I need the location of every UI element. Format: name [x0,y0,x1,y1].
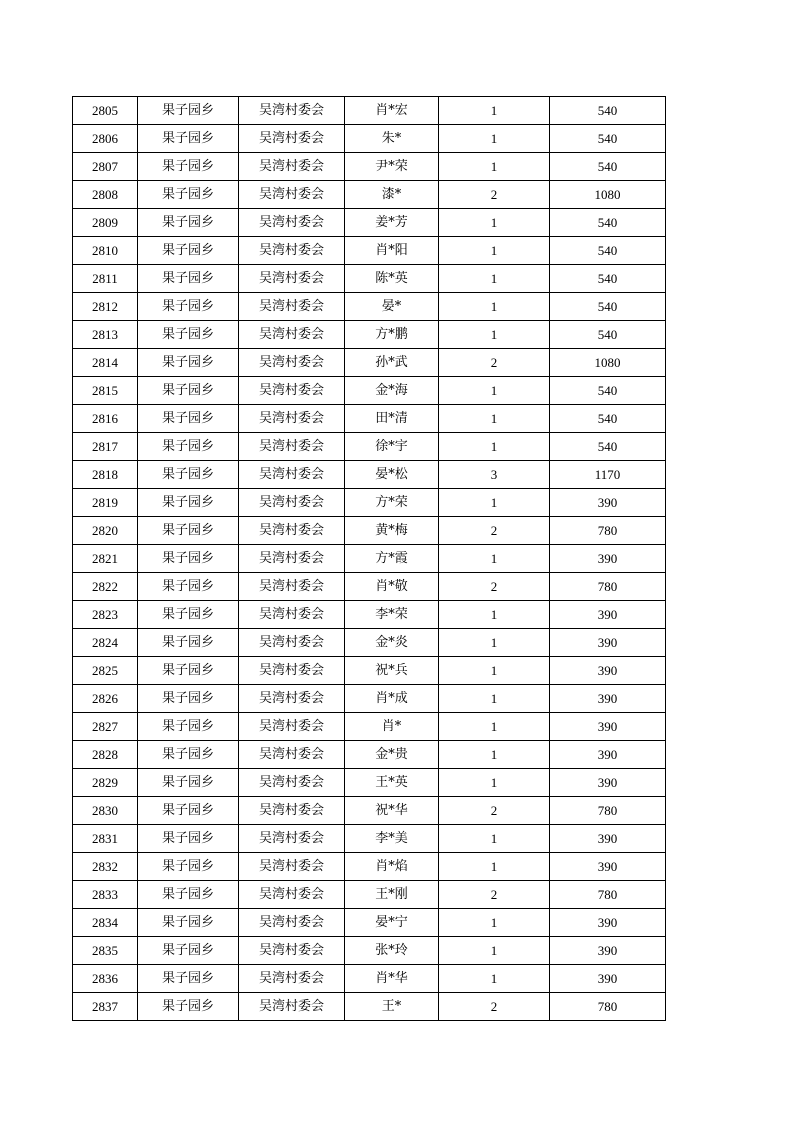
cell-id: 2822 [73,573,138,601]
cell-id: 2808 [73,181,138,209]
cell-id: 2817 [73,433,138,461]
cell-township: 果子园乡 [138,321,239,349]
cell-name: 孙*武 [345,349,439,377]
cell-amount: 390 [550,741,666,769]
table-row [73,265,666,293]
cell-count: 1 [439,769,550,797]
cell-amount: 390 [550,657,666,685]
table-row [73,349,666,377]
table-row [73,209,666,237]
cell-name: 漆* [345,181,439,209]
cell-id: 2825 [73,657,138,685]
table-row [73,237,666,265]
cell-village: 吴湾村委会 [239,405,345,433]
table-row [73,433,666,461]
cell-count: 1 [439,293,550,321]
cell-count: 1 [439,237,550,265]
cell-village: 吴湾村委会 [239,993,345,1021]
cell-amount: 390 [550,769,666,797]
cell-name: 李*美 [345,825,439,853]
cell-township: 果子园乡 [138,97,239,125]
cell-village: 吴湾村委会 [239,181,345,209]
table-row [73,293,666,321]
cell-village: 吴湾村委会 [239,601,345,629]
cell-count: 2 [439,517,550,545]
cell-amount: 540 [550,433,666,461]
table-row [73,461,666,489]
cell-count: 2 [439,181,550,209]
cell-village: 吴湾村委会 [239,741,345,769]
cell-township: 果子园乡 [138,461,239,489]
cell-name: 朱* [345,125,439,153]
cell-amount: 540 [550,405,666,433]
cell-village: 吴湾村委会 [239,937,345,965]
table-row [73,853,666,881]
cell-village: 吴湾村委会 [239,713,345,741]
cell-count: 1 [439,937,550,965]
cell-amount: 780 [550,881,666,909]
cell-name: 晏*松 [345,461,439,489]
cell-id: 2805 [73,97,138,125]
cell-count: 1 [439,265,550,293]
cell-count: 2 [439,573,550,601]
table-row [73,713,666,741]
cell-amount: 780 [550,993,666,1021]
cell-village: 吴湾村委会 [239,881,345,909]
cell-name: 方*荣 [345,489,439,517]
cell-township: 果子园乡 [138,601,239,629]
cell-township: 果子园乡 [138,209,239,237]
cell-township: 果子园乡 [138,657,239,685]
cell-count: 1 [439,97,550,125]
cell-name: 金*炎 [345,629,439,657]
cell-village: 吴湾村委会 [239,629,345,657]
cell-name: 肖*华 [345,965,439,993]
cell-township: 果子园乡 [138,265,239,293]
cell-id: 2837 [73,993,138,1021]
cell-name: 王*刚 [345,881,439,909]
cell-count: 1 [439,433,550,461]
cell-id: 2818 [73,461,138,489]
table-row [73,685,666,713]
cell-village: 吴湾村委会 [239,377,345,405]
cell-township: 果子园乡 [138,909,239,937]
cell-id: 2835 [73,937,138,965]
cell-id: 2821 [73,545,138,573]
cell-name: 祝*华 [345,797,439,825]
table-row [73,937,666,965]
cell-amount: 390 [550,853,666,881]
cell-township: 果子园乡 [138,769,239,797]
table-row [73,965,666,993]
cell-id: 2827 [73,713,138,741]
cell-township: 果子园乡 [138,181,239,209]
cell-count: 1 [439,601,550,629]
cell-village: 吴湾村委会 [239,321,345,349]
table-row [73,489,666,517]
cell-township: 果子园乡 [138,797,239,825]
cell-township: 果子园乡 [138,993,239,1021]
cell-township: 果子园乡 [138,881,239,909]
cell-amount: 780 [550,517,666,545]
cell-count: 1 [439,713,550,741]
cell-count: 2 [439,797,550,825]
table-row [73,797,666,825]
cell-id: 2826 [73,685,138,713]
cell-village: 吴湾村委会 [239,657,345,685]
cell-village: 吴湾村委会 [239,965,345,993]
cell-id: 2832 [73,853,138,881]
cell-amount: 390 [550,629,666,657]
table-row [73,321,666,349]
cell-village: 吴湾村委会 [239,349,345,377]
cell-amount: 390 [550,685,666,713]
cell-name: 张*玲 [345,937,439,965]
cell-amount: 390 [550,909,666,937]
cell-name: 陈*英 [345,265,439,293]
cell-count: 1 [439,489,550,517]
cell-village: 吴湾村委会 [239,853,345,881]
cell-amount: 390 [550,545,666,573]
table-row [73,517,666,545]
cell-township: 果子园乡 [138,545,239,573]
cell-village: 吴湾村委会 [239,125,345,153]
table-row [73,181,666,209]
cell-amount: 390 [550,965,666,993]
table-row [73,573,666,601]
cell-name: 徐*宇 [345,433,439,461]
table-row [73,909,666,937]
cell-count: 1 [439,209,550,237]
cell-amount: 1170 [550,461,666,489]
cell-id: 2830 [73,797,138,825]
cell-name: 金*贵 [345,741,439,769]
cell-township: 果子园乡 [138,405,239,433]
cell-amount: 390 [550,601,666,629]
cell-name: 方*霞 [345,545,439,573]
cell-count: 1 [439,741,550,769]
cell-village: 吴湾村委会 [239,461,345,489]
table-row [73,769,666,797]
cell-village: 吴湾村委会 [239,265,345,293]
cell-township: 果子园乡 [138,489,239,517]
table-row [73,629,666,657]
table-row [73,741,666,769]
table-row [73,405,666,433]
cell-count: 1 [439,321,550,349]
cell-amount: 540 [550,293,666,321]
cell-count: 1 [439,545,550,573]
cell-amount: 1080 [550,181,666,209]
cell-amount: 390 [550,713,666,741]
table-row [73,153,666,181]
cell-count: 1 [439,685,550,713]
cell-village: 吴湾村委会 [239,825,345,853]
cell-name: 田*清 [345,405,439,433]
cell-township: 果子园乡 [138,573,239,601]
cell-name: 黄*梅 [345,517,439,545]
data-table [72,96,666,1021]
cell-name: 肖*阳 [345,237,439,265]
table-row [73,545,666,573]
cell-id: 2807 [73,153,138,181]
cell-id: 2833 [73,881,138,909]
cell-township: 果子园乡 [138,965,239,993]
table-row [73,377,666,405]
cell-name: 肖*宏 [345,97,439,125]
cell-village: 吴湾村委会 [239,433,345,461]
cell-id: 2815 [73,377,138,405]
cell-count: 3 [439,461,550,489]
cell-id: 2828 [73,741,138,769]
cell-township: 果子园乡 [138,237,239,265]
cell-village: 吴湾村委会 [239,797,345,825]
cell-count: 2 [439,881,550,909]
cell-township: 果子园乡 [138,377,239,405]
cell-village: 吴湾村委会 [239,97,345,125]
cell-count: 2 [439,349,550,377]
cell-id: 2806 [73,125,138,153]
cell-amount: 390 [550,937,666,965]
cell-name: 祝*兵 [345,657,439,685]
cell-township: 果子园乡 [138,433,239,461]
cell-village: 吴湾村委会 [239,909,345,937]
cell-name: 李*荣 [345,601,439,629]
cell-name: 金*海 [345,377,439,405]
cell-township: 果子园乡 [138,153,239,181]
cell-count: 1 [439,825,550,853]
cell-amount: 540 [550,97,666,125]
cell-id: 2829 [73,769,138,797]
cell-village: 吴湾村委会 [239,545,345,573]
table-row [73,657,666,685]
cell-township: 果子园乡 [138,937,239,965]
cell-amount: 390 [550,825,666,853]
cell-township: 果子园乡 [138,713,239,741]
cell-village: 吴湾村委会 [239,685,345,713]
cell-id: 2820 [73,517,138,545]
table-body [73,97,666,1021]
cell-village: 吴湾村委会 [239,573,345,601]
cell-id: 2809 [73,209,138,237]
cell-id: 2831 [73,825,138,853]
cell-count: 1 [439,853,550,881]
cell-village: 吴湾村委会 [239,153,345,181]
cell-count: 1 [439,377,550,405]
cell-amount: 540 [550,153,666,181]
cell-count: 1 [439,909,550,937]
table-row [73,825,666,853]
cell-count: 1 [439,629,550,657]
cell-name: 晏*宁 [345,909,439,937]
table-row [73,97,666,125]
cell-amount: 390 [550,489,666,517]
cell-township: 果子园乡 [138,125,239,153]
cell-id: 2814 [73,349,138,377]
cell-name: 方*鹏 [345,321,439,349]
cell-name: 晏* [345,293,439,321]
cell-name: 姜*芳 [345,209,439,237]
cell-amount: 780 [550,573,666,601]
cell-id: 2813 [73,321,138,349]
cell-amount: 540 [550,125,666,153]
cell-village: 吴湾村委会 [239,517,345,545]
cell-name: 王* [345,993,439,1021]
cell-count: 1 [439,965,550,993]
cell-name: 尹*荣 [345,153,439,181]
cell-count: 1 [439,405,550,433]
cell-name: 肖*焰 [345,853,439,881]
cell-township: 果子园乡 [138,685,239,713]
cell-count: 1 [439,153,550,181]
table-row [73,125,666,153]
table-row [73,881,666,909]
cell-id: 2812 [73,293,138,321]
cell-count: 2 [439,993,550,1021]
cell-id: 2834 [73,909,138,937]
cell-township: 果子园乡 [138,853,239,881]
cell-amount: 1080 [550,349,666,377]
cell-id: 2811 [73,265,138,293]
cell-count: 1 [439,657,550,685]
cell-name: 肖*成 [345,685,439,713]
cell-id: 2816 [73,405,138,433]
cell-id: 2819 [73,489,138,517]
cell-id: 2836 [73,965,138,993]
cell-amount: 540 [550,321,666,349]
cell-township: 果子园乡 [138,629,239,657]
cell-township: 果子园乡 [138,293,239,321]
cell-township: 果子园乡 [138,517,239,545]
cell-village: 吴湾村委会 [239,237,345,265]
cell-name: 肖* [345,713,439,741]
cell-village: 吴湾村委会 [239,209,345,237]
cell-amount: 540 [550,377,666,405]
cell-township: 果子园乡 [138,741,239,769]
cell-amount: 540 [550,237,666,265]
cell-count: 1 [439,125,550,153]
cell-id: 2810 [73,237,138,265]
cell-amount: 540 [550,209,666,237]
cell-amount: 540 [550,265,666,293]
cell-amount: 780 [550,797,666,825]
cell-village: 吴湾村委会 [239,489,345,517]
cell-village: 吴湾村委会 [239,769,345,797]
cell-id: 2823 [73,601,138,629]
cell-name: 王*英 [345,769,439,797]
table-row [73,993,666,1021]
cell-township: 果子园乡 [138,349,239,377]
table-row [73,601,666,629]
cell-township: 果子园乡 [138,825,239,853]
cell-name: 肖*敬 [345,573,439,601]
cell-village: 吴湾村委会 [239,293,345,321]
cell-id: 2824 [73,629,138,657]
